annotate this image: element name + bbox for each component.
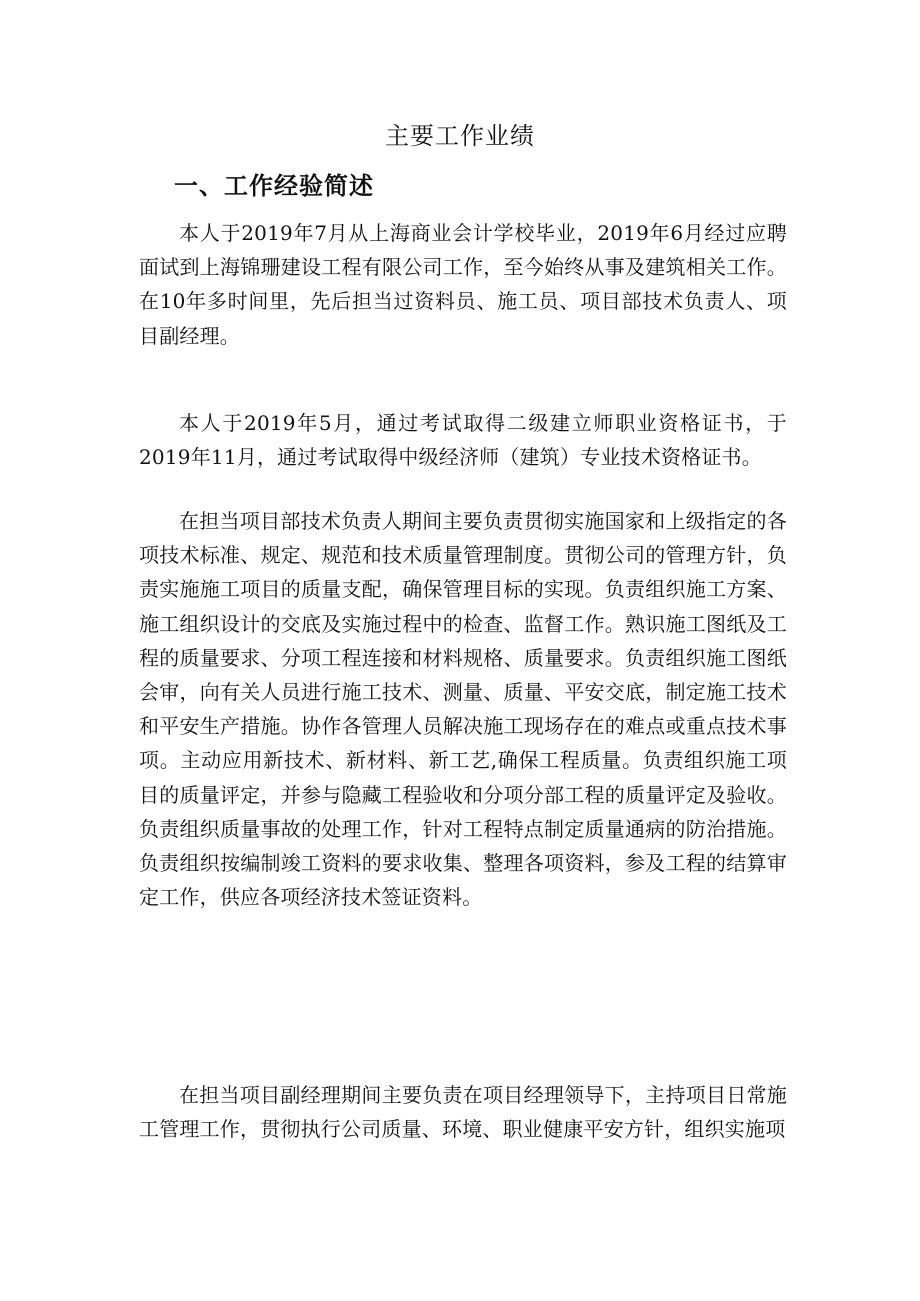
section-heading: 一、工作经验简述: [174, 171, 374, 200]
paragraph-technical-lead-duties: 在担当项目部技术负责人期间主要负责贯彻实施国家和上级指定的各项技术标准、规定、规范和技术质量管理制度。贯彻公司的管理方针，负责实施施工项目的质量支配，确保管理目标的实现。负责组织施工方案、施工组织设计的交底及实施过程中的检查、监督工作。熟识施工图纸及工程的质量要求、分项工程连接和材料规格、质量要求。负责组织施工图纸会审，向有关人员进行施工技术、测量、质量、平安交底，制定施工技术和平安生产措施。协作各管理人员解决施工现场存在的难点或重点技术事项。主动应用新技术、新材料、新工艺,确保工程质量。负责组织施工项目的质量评定，并参与隐藏工程验收和分项分部工程的质量评定及验收。负责组织质量事故的处理工作，针对工程特点制定质量通病的防治措施。负责组织按编制竣工资料的要求收集、整理各项资料，参及工程的结算审定工作，供应各项经济技术签证资料。: [139, 509, 787, 910]
paragraph-education-employment: 本人于2019年7月从上海商业会计学校毕业，2019年6月经过应聘面试到上海锦珊建设工程有限公司工作，至今始终从事及建筑相关工作。在10年多时间里，先后担当过资料员、施工员、项目部技术负责人、项目副经理。: [139, 221, 787, 348]
paragraph-deputy-manager-duties: 在担当项目副经理期间主要负责在项目经理领导下，主持项目日常施工管理工作，贯彻执行公司质量、环境、职业健康平安方针，组织实施项: [139, 1083, 787, 1142]
paragraph-certificates: 本人于2019年5月，通过考试取得二级建立师职业资格证书，于2019年11月，通过考试取得中级经济师（建筑）专业技术资格证书。: [139, 411, 787, 470]
document-title: 主要工作业绩: [385, 122, 535, 150]
